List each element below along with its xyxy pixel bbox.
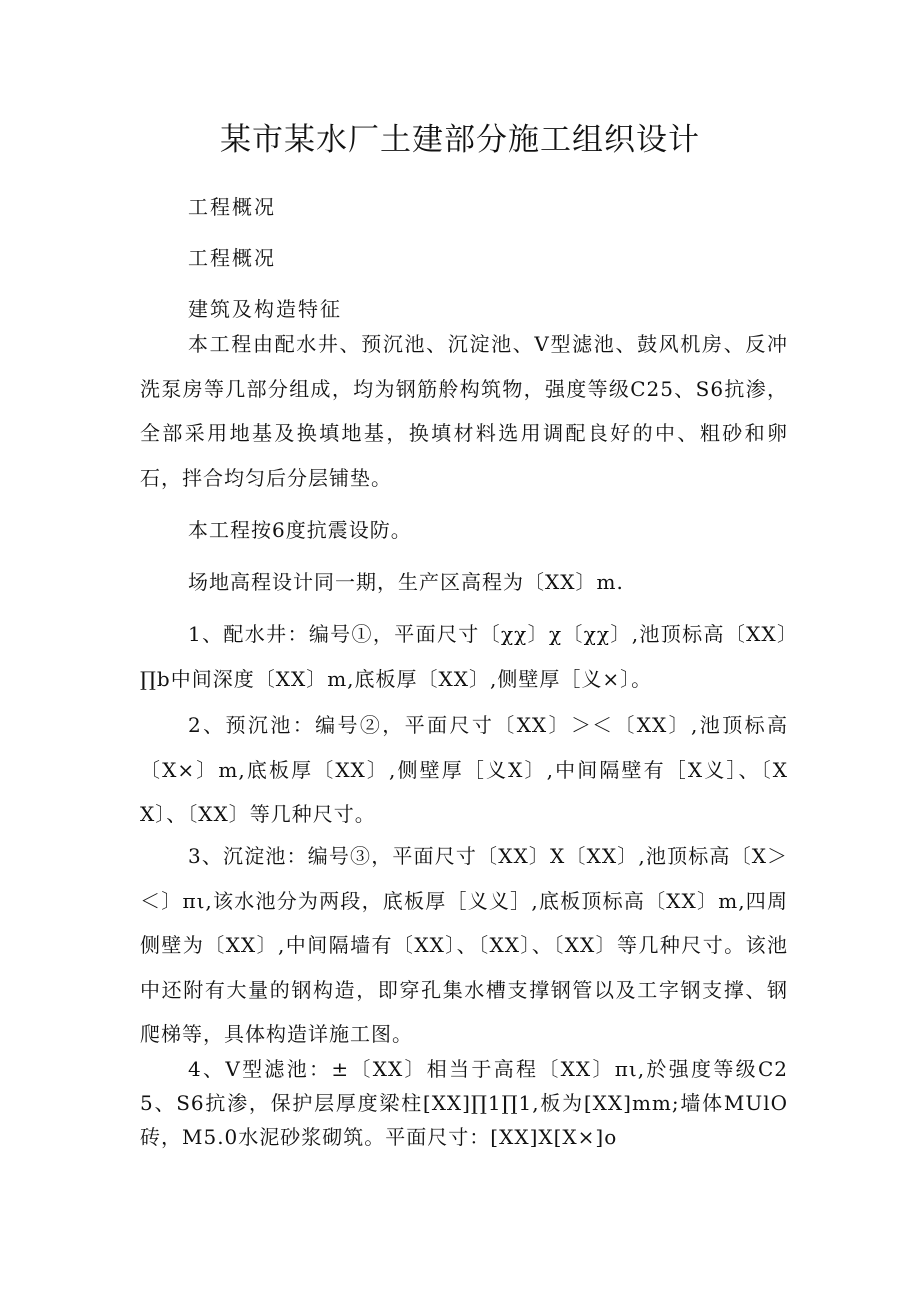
paragraph-sedimentation-tank: 3、沉淀池：编号③，平面尺寸〔XX〕X〔XX〕,池顶标高〔X＞＜〕πι,该水池分为两段，底板厚［义义］,底板顶标高〔XX〕m,四周侧壁为〔XX〕,中间隔墙有〔XX〕、〔XX〕、〔XX〕等几种尺寸。该池中还附有大量的钢构造，即穿孔集水槽支撑钢管以及工字钢支撑、钢爬梯等，具体构造详施工图。 (140, 844, 788, 1046)
page-title: 某市某水厂土建部分施工组织设计 (220, 122, 700, 158)
paragraph-composition: 本工程由配水井、预沉池、沉淀池、V型滤池、鼓风机房、反冲洗泵房等几部分组成，均为钢筋舲构筑物，强度等级C25、S6抗渗，全部采用地基及换填地基，换填材料选用调配良好的中、粗砂和卵石，拌合均匀后分层铺垫。 (140, 332, 788, 490)
section-heading-overview: 工程概况 (188, 195, 276, 219)
paragraph-distribution-well: 1、配水井：编号①，平面尺寸〔χχ〕χ〔χχ〕,池顶标高〔XX〕∏b中间深度〔XX〕m,底板厚〔XX〕,侧壁厚［义×〕。 (140, 622, 788, 691)
paragraph-v-filter: 4、V型滤池：±〔XX〕相当于高程〔XX〕πι,於强度等级C25、S6抗渗，保护层厚度梁柱[XX]∏1∏1,板为[XX]mm;墙体MUlO砖，M5.0水泥砂浆砌筑。平面尺寸：[XX]X[X×]o (140, 1057, 788, 1149)
paragraph-pre-sedimentation-tank: 2、预沉池：编号②，平面尺寸〔XX〕＞＜〔XX〕,池顶标高〔X×〕m,底板厚〔XX〕,侧壁厚［义X〕,中间隔壁有［X义］、〔XX〕、〔XX〕等几种尺寸。 (140, 713, 788, 826)
paragraph-seismic: 本工程按6度抗震设防。 (188, 518, 412, 542)
subsection-heading-structure: 建筑及构造特征 (188, 297, 342, 321)
subsection-heading-overview: 工程概况 (188, 246, 276, 270)
paragraph-elevation: 场地高程设计同一期，生产区高程为〔XX〕m. (188, 570, 624, 594)
